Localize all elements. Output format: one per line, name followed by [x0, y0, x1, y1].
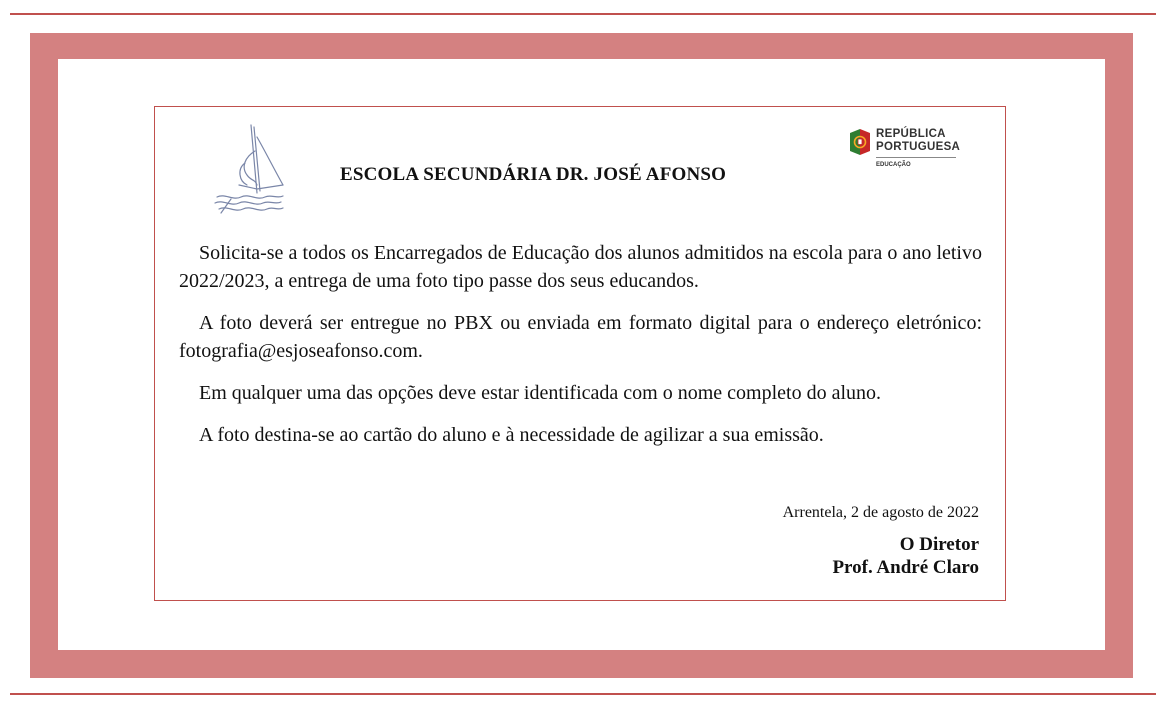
- notice-body: [179, 239, 982, 463]
- signoff: [832, 533, 979, 579]
- school-logo-icon: [211, 123, 291, 219]
- portugal-flag-icon: [848, 127, 872, 157]
- bottom-rule: [10, 693, 1156, 695]
- government-line-2: PORTUGUESA: [876, 141, 961, 153]
- signoff-role: O Diretor: [899, 534, 979, 555]
- school-name: ESCOLA SECUNDÁRIA DR. JOSÉ AFONSO: [340, 164, 727, 185]
- paragraph-3: Em qualquer uma das opções deve estar identificada com o nome completo do aluno.: [199, 382, 882, 404]
- notice-box: [154, 106, 1006, 601]
- government-logo: [848, 125, 963, 173]
- signoff-name: Prof. André Claro: [832, 557, 979, 578]
- government-line-1: REPÚBLICA: [876, 128, 946, 140]
- date-line: Arrentela, 2 de agosto de 2022: [782, 504, 979, 521]
- top-rule: [10, 13, 1156, 15]
- paragraph-4: A foto destina-se ao cartão do aluno e à necessidade de agilizar a sua emissão.: [199, 424, 824, 446]
- paragraph-2: A foto deverá ser entregue no PBX ou enviada em formato digital para o endereço eletrónico: fotografia@esjoseafonso.com.: [179, 312, 982, 362]
- government-ministry: EDUCAÇÃO: [876, 162, 911, 168]
- paragraph-1: Solicita-se a todos os Encarregados de Educação dos alunos admitidos na escola para o ano letivo 2022/2023, a entrega de uma foto tipo passe dos seus educandos.: [179, 242, 982, 292]
- government-divider: [876, 157, 956, 158]
